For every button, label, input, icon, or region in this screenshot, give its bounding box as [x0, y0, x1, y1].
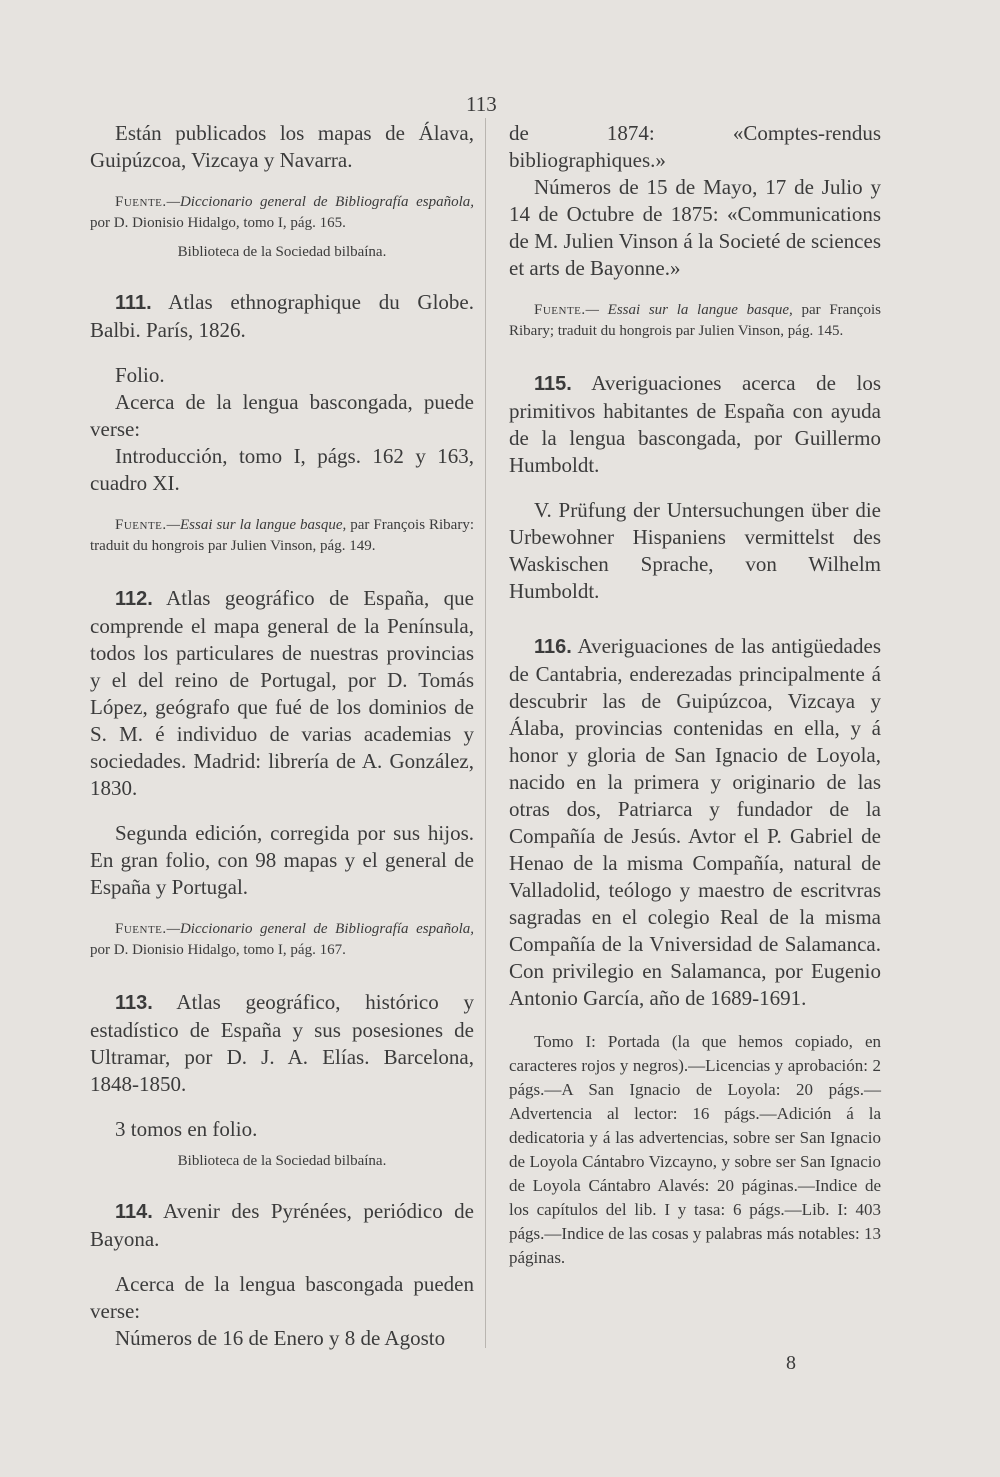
entry-number: 114. — [115, 1201, 153, 1223]
entry-111-heading — [90, 289, 474, 344]
source-title: —Essai sur la langue basque, — [166, 517, 347, 533]
right-column — [509, 120, 881, 1270]
entry-113-heading — [90, 989, 474, 1098]
intro-paragraph: Están publicados los mapas de Álava, Guipúzcoa, Vizcaya y Navarra. — [90, 121, 474, 172]
source-note — [90, 192, 474, 234]
entry-title: Averiguaciones de las antigüedades de Cantabria, enderezadas principalmente á descubrir las de Guipúzcoa, Vizcaya y Álaba, provincias contenidas en ella, y á honor y gloria de San Ignacio de Loyola, nacido en la primera y originario de las otras dos, Patriarca y fundador de la Compañía de Jesús. Avtor el P. Gabriel de Henao de la misma Compañía, natural de Valladolid, teólogo y maestro de escritvras sagradas en el colegio Real de la misma Compañía de la Vniversidad de Salamanca. Con privilegio en Salamanca, por Eugenio Antonio García, año de 1689-1691. — [509, 634, 881, 1010]
source-label: Fuente. — [115, 194, 167, 210]
entry-title: Atlas ethnographique du Globe. Balbi. París, 1826. — [90, 290, 474, 342]
entry-111-paragraph: Introducción, tomo I, págs. 162 y 163, cuadro XI. — [90, 444, 474, 495]
entry-title: Averiguaciones acerca de los primitivos habitantes de España con ayuda de la lengua bascongada, por Guillermo Humboldt. — [509, 371, 881, 477]
entry-116-paragraph: Tomo I: Portada (la que hemos copiado, en caracteres rojos y negros).—Licencias y aprobación: 2 págs.—A San Ignacio de Loyola: 20 págs.—Advertencia al lector: 16 págs.—Adición á la dedicatoria y á las advertencias, sobre ser San Ignacio de Loyola Cántabro Vizcayno, y sobre ser San Ignacio de Loyola Cántabro Alavés: 20 páginas.—Indice de los capítulos del lib. I y tasa: 6 págs.—Lib. I: 403 págs.—Indice de las cosas y palabras más notables: 13 páginas. — [509, 1032, 881, 1267]
entry-number: 116. — [534, 636, 572, 658]
continued-paragraph: Números de 15 de Mayo, 17 de Julio y 14 de Octubre de 1875: «Communications de M. Julien Vinson á la Societé de sciences et arts de Bayonne.» — [509, 175, 881, 280]
source-title: — Essai sur la langue basque, — [585, 302, 793, 318]
entry-116-heading — [509, 633, 881, 1012]
source-note — [90, 515, 474, 557]
signature-mark: 8 — [786, 1352, 796, 1374]
source-note — [90, 919, 474, 961]
source-details: par François Ribary: traduit du hongrois par Julien Vinson, pág. 149. — [90, 517, 474, 554]
entry-number: 113. — [115, 992, 153, 1014]
library-note: Biblioteca de la Sociedad bilbaína. — [177, 1153, 387, 1169]
entry-title: Avenir des Pyrénées, periódico de Bayona. — [90, 1199, 474, 1251]
entry-number: 112. — [115, 588, 153, 610]
entry-number: 111. — [115, 292, 152, 314]
entry-111-paragraph: Acerca de la lengua bascongada, puede verse: — [90, 390, 474, 441]
source-details: par François Ribary; traduit du hongrois par Julien Vinson, pág. 145. — [509, 302, 881, 339]
library-note: Biblioteca de la Sociedad bilbaína. — [177, 244, 387, 260]
entry-115-heading — [509, 370, 881, 479]
source-label: Fuente. — [115, 921, 167, 937]
entry-113-paragraph: 3 tomos en folio. — [115, 1117, 258, 1141]
source-note — [509, 300, 881, 342]
entry-111-paragraph: Folio. — [115, 363, 165, 387]
entry-title: Atlas geográfico, histórico y estadístico de España y sus posesiones de Ultramar, por D. J. A. Elías. Barcelona, 1848-1850. — [90, 990, 474, 1096]
entry-number: 115. — [534, 373, 572, 395]
entry-title: Atlas geográfico de España, que comprende el mapa general de la Península, todos los particulares de nuestras provincias y el del reino de Portugal, por D. Tomás López, geógrafo que fué de los dominios de S. M. é individuo de varias academias y sociedades. Madrid: librería de A. González, 1830. — [90, 586, 474, 800]
left-column — [90, 120, 474, 1352]
page-number: 113 — [466, 92, 497, 116]
source-details: por D. Dionisio Hidalgo, tomo I, pág. 165. — [90, 215, 346, 231]
entry-112-paragraph: Segunda edición, corregida por sus hijos. En gran folio, con 98 mapas y el general de España y Portugal. — [90, 821, 474, 899]
source-details: por D. Dionisio Hidalgo, tomo I, pág. 167. — [90, 942, 346, 958]
source-label: Fuente. — [534, 302, 586, 318]
entry-114-paragraph: Acerca de la lengua bascongada pueden verse: — [90, 1272, 474, 1323]
source-title: —Diccionario general de Bibliografía española, — [166, 921, 474, 937]
source-label: Fuente. — [115, 517, 167, 533]
entry-112-heading — [90, 585, 474, 802]
entry-115-paragraph: V. Prüfung der Untersuchungen über die Urbewohner Hispaniens vermittelst des Waskischen Sprache, von Wilhelm Humboldt. — [509, 498, 881, 603]
column-divider — [485, 118, 486, 1348]
entry-114-heading — [90, 1198, 474, 1253]
source-title: —Diccionario general de Bibliografía española, — [166, 194, 474, 210]
entry-114-paragraph: Números de 16 de Enero y 8 de Agosto — [115, 1326, 446, 1350]
continued-paragraph: de 1874: «Comptes-rendus bibliographiques.» — [509, 121, 881, 172]
